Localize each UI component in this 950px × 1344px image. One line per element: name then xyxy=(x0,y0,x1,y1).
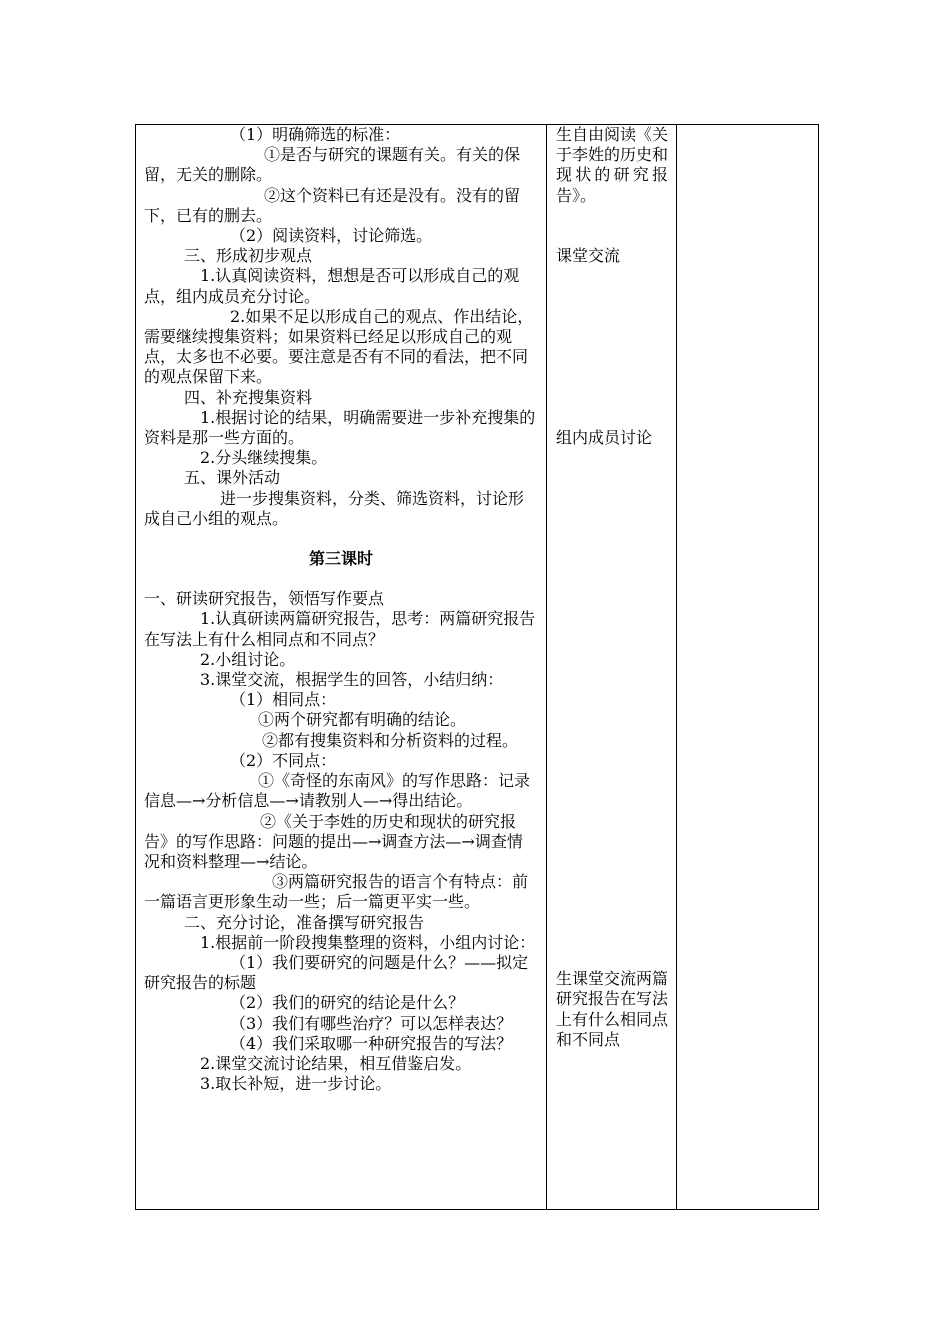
content-line: 2.分头继续搜集。 xyxy=(200,448,328,468)
content-line: ②这个资料已有还是没有。没有的留下，已有的删去。 xyxy=(144,185,521,225)
content-line: （4）我们采取哪一种研究报告的写法？ xyxy=(230,1033,513,1053)
student-activity-cell xyxy=(547,125,677,1210)
content-line: 四、补充搜集资料 xyxy=(184,387,313,407)
content-line: 1.认真研读两篇研究报告，思考：两篇研究报告在写法上有什么相同点和不同点？ xyxy=(144,609,536,649)
activity-group-discussion: 组内成员讨论 xyxy=(556,428,653,448)
content-line: ①是否与研究的课题有关。有关的保留，无关的删除。 xyxy=(144,145,521,185)
content-line: ②都有搜集资料和分析资料的过程。 xyxy=(262,730,519,750)
content-line: ①《奇怪的东南风》的写作思路：记录信息—→分析信息—→请教别人—→得出结论。 xyxy=(144,771,531,811)
content-line: 2.如果不足以形成自己的观点、作出结论，需要继续搜集资料；如果资料已经足以形成自己的观点，太多也不必要。要注意是否有不同的看法，把不同的观点保留下来。 xyxy=(144,306,534,387)
content-line: 3.取长补短，进一步讨论。 xyxy=(200,1074,392,1094)
activity-reading: 生自由阅读《关于李姓的历史和现状的研究报告》。 xyxy=(556,125,669,205)
content-line: （2）不同点： xyxy=(230,750,337,770)
teaching-content xyxy=(136,125,546,1094)
content-line: （1）相同点： xyxy=(230,690,337,710)
content-line: 二、充分讨论，准备撰写研究报告 xyxy=(184,912,425,932)
content-line: 五、课外活动 xyxy=(184,468,281,488)
content-line: （3）我们有哪些治疗？可以怎样表达？ xyxy=(230,1013,513,1033)
content-line: （1）我们要研究的问题是什么？——拟定研究报告的标题 xyxy=(144,952,529,993)
lesson-three-title: 第三课时 xyxy=(308,549,373,569)
content-line: 1.根据讨论的结果，明确需要进一步补充搜集的资料是那一些方面的。 xyxy=(144,407,536,448)
content-line: 三、形成初步观点 xyxy=(184,246,313,266)
student-activity xyxy=(547,125,676,1050)
content-line: 1.根据前一阶段搜集整理的资料，小组内讨论： xyxy=(200,932,536,952)
notes-cell xyxy=(677,125,819,1210)
lesson-three-content xyxy=(144,589,538,1094)
content-line: 2.小组讨论。 xyxy=(200,649,296,669)
activity-compare-reports: 生课堂交流两篇研究报告在写法上有什么相同点和不同点 xyxy=(556,969,669,1049)
content-line: 2.课堂交流讨论结果，相互借鉴启发。 xyxy=(200,1053,472,1073)
content-line: 3.课堂交流，根据学生的回答，小结归纳： xyxy=(200,670,504,690)
content-line: ①两个研究都有明确的结论。 xyxy=(258,710,467,730)
content-line: 1.认真阅读资料，想想是否可以形成自己的观点，组内成员充分讨论。 xyxy=(144,266,520,306)
content-line: （2）阅读资料，讨论筛选。 xyxy=(230,226,433,246)
content-line: ②《关于李姓的历史和现状的研究报告》的写作思路：问题的提出—→调查方法—→调查情况和资料整理—→结论。 xyxy=(144,811,523,871)
teaching-content-cell xyxy=(136,125,547,1210)
lesson-plan-table xyxy=(135,124,819,1210)
lesson-two-continued xyxy=(144,125,538,529)
content-line: 进一步搜集资料，分类、筛选资料，讨论形成自己小组的观点。 xyxy=(144,488,525,528)
content-line: （1）明确筛选的标准： xyxy=(230,125,401,144)
content-line: （2）我们的研究的结论是什么？ xyxy=(230,993,465,1013)
content-line: 一、研读研究报告，领悟写作要点 xyxy=(144,589,385,609)
activity-class-exchange: 课堂交流 xyxy=(556,245,621,265)
content-line: ③两篇研究报告的语言个有特点：前一篇语言更形象生动一些；后一篇更平实一些。 xyxy=(144,872,529,912)
